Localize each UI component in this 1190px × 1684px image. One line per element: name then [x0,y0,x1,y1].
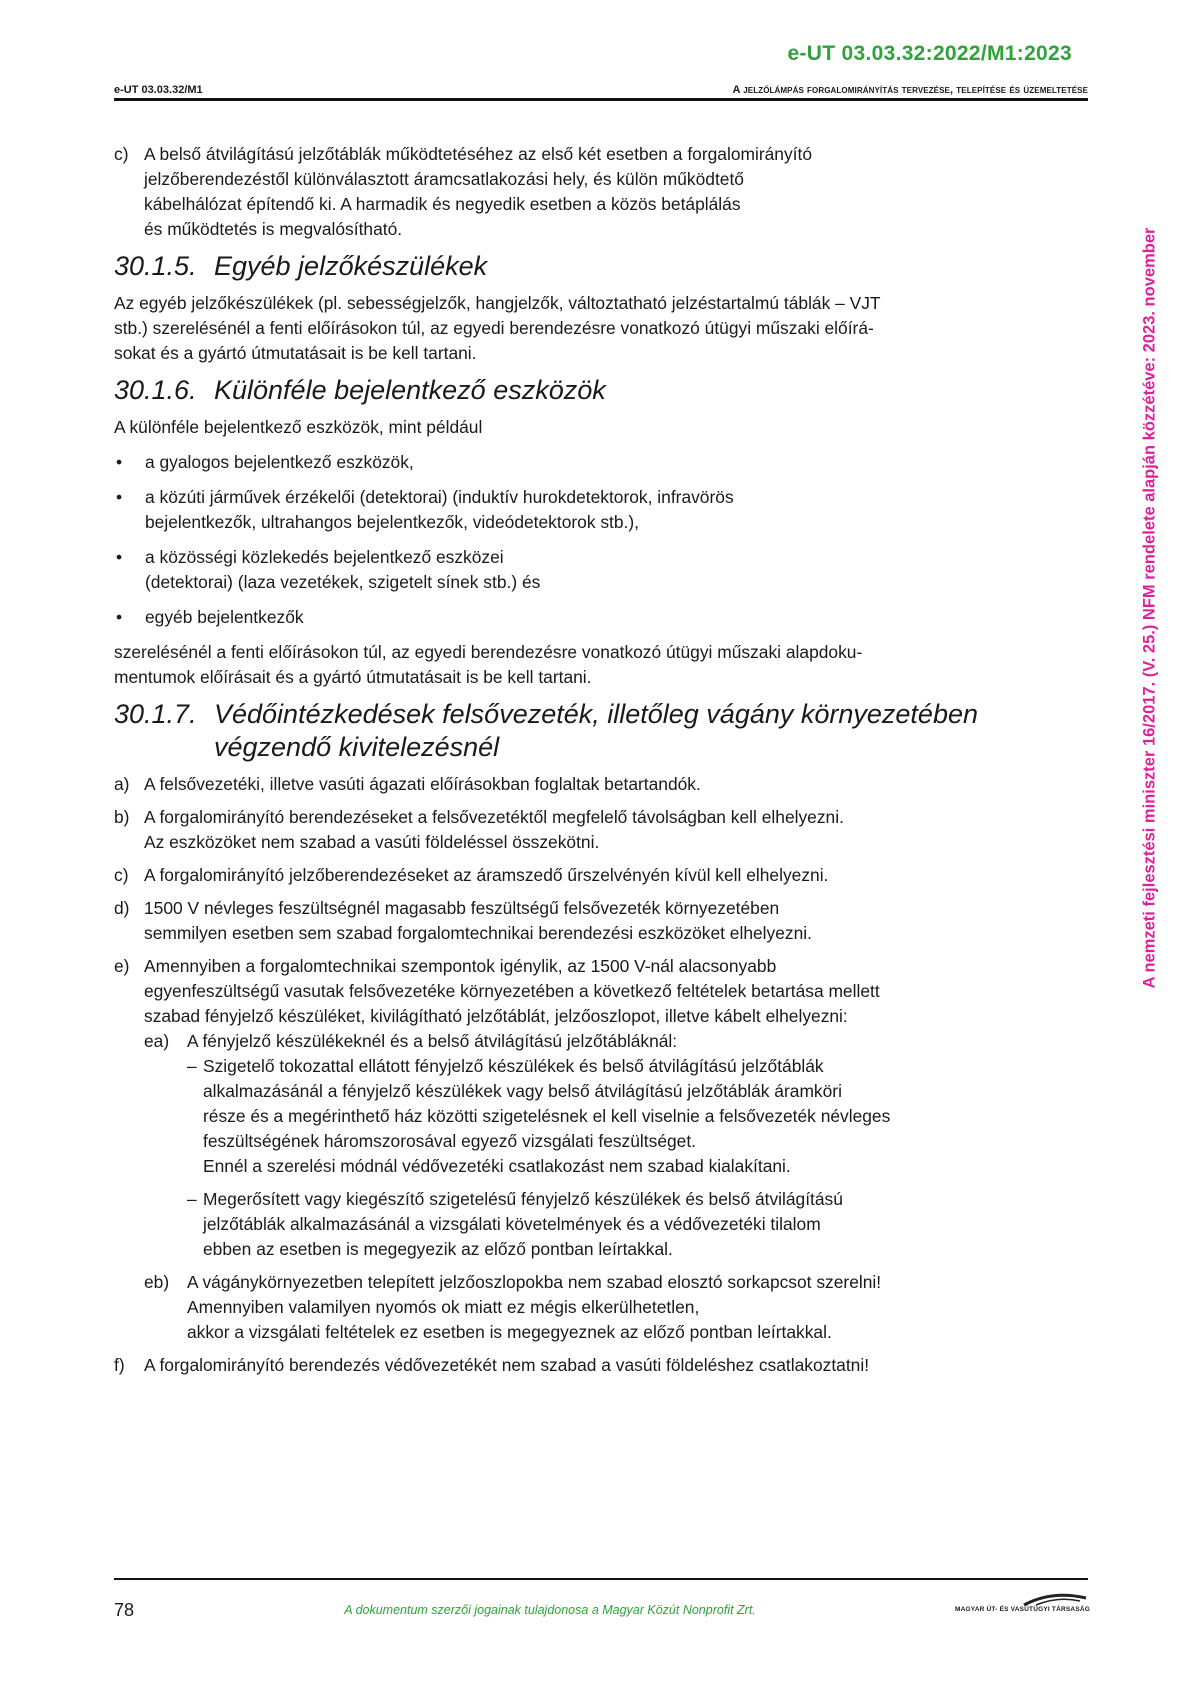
text-line: A vágánykörnyezetben telepített jelzőoszlopokba nem szabad elosztó sorkapcsot szerelni! [187,1272,882,1292]
page-content [114,142,1090,1378]
publisher-logo [940,1592,1090,1613]
section-number: 30.1.5. [114,251,197,281]
text-line: a közösségi közlekedés bejelentkező eszközei [145,547,504,567]
item-label: c) [114,144,129,164]
text-line: (detektorai) (laza vezetékek, szigetelt sínek stb.) és [145,572,541,592]
running-header-right: A jelzőlámpás forgalomirányítás tervezése, telepítése és üzemeltetése [732,84,1088,96]
bullet-icon: • [116,607,123,627]
text-line: bejelentkezők, ultrahangos bejelentkezők, videódetektorok stb.), [145,512,640,532]
text-line: része és a megérinthető ház közötti szigetelésnek el kell viselnie a felsővezeték névleges [203,1106,891,1126]
copyright-notice: A dokumentum szerzői jogainak tulajdonosa a Magyar Közút Nonprofit Zrt. [344,1603,756,1617]
text-line: A felsővezetéki, illetve vasúti ágazati előírásokban foglaltak betartandók. [144,774,701,794]
text-line: alkalmazásánál a fényjelző készülékek vagy belső átvilágítású jelzőtáblák áramköri [203,1081,842,1101]
running-header-left: e-UT 03.03.32/M1 [114,84,203,96]
text-line: sokat és a gyártó útmutatásait is be kell tartani. [114,343,477,363]
section-title [214,698,1090,764]
text-line: stb.) szerelésénél a fenti előírásokon túl, az egyedi berendezésre vonatkozó útügyi műszaki előírá- [114,318,874,338]
item-label: f) [114,1355,125,1375]
text-line: szerelésénél a fenti előírásokon túl, az egyedi berendezésre vonatkozó útügyi műszaki alapdoku- [114,642,863,662]
text-line: mentumok előírásait és a gyártó útmutatásait is be kell tartani. [114,667,592,687]
section-number: 30.1.6. [114,375,197,405]
section-heading-30-1-6 [114,374,1090,407]
paragraph [114,640,1090,690]
item-label: ea) [144,1031,170,1051]
dash-label: – [187,1056,197,1076]
running-header [114,84,1088,101]
publication-side-note: A nemzeti fejlesztési miniszter 16/2017. (V. 25.) NFM rendelete alapján közzétéve: 2023. november [1140,227,1159,989]
text-line: Megerősített vagy kiegészítő szigetelésű fényjelző készülékek és belső átvilágítású [203,1189,843,1209]
text-line: a gyalogos bejelentkező eszközök, [145,452,414,472]
text-line: akkor a vizsgálati feltételek ez esetben is megegyeznek az előző pontban leírtakkal. [187,1322,832,1342]
item-label: a) [114,774,130,794]
bullet-icon: • [116,487,123,507]
text-line: Amennyiben valamilyen nyomós ok miatt ez mégis elkerülhetetlen, [187,1297,700,1317]
list-item-ea [114,1029,1090,1054]
section-title: Egyéb jelzőkészülékek [214,251,488,281]
paragraph [114,291,1090,366]
dash-label: – [187,1189,197,1209]
text-line: egyéb bejelentkezők [145,607,304,627]
list-item-c [114,863,1090,888]
text-line: semmilyen esetben sem szabad forgalomtechnikai berendezési eszközöket elhelyezni. [144,923,812,943]
section-heading-30-1-5 [114,250,1090,283]
list-item-eb [114,1270,1090,1345]
text-line: Az egyéb jelzőkészülékek (pl. sebességjelzők, hangjelzők, változtatható jelzéstartalmú táblák – VJT [114,293,881,313]
bullet-icon: • [116,547,123,567]
item-label: eb) [144,1272,170,1292]
text-line: A forgalomirányító berendezéseket a felsővezetéktől megfelelő távolságban kell elhelyezni. [144,807,844,827]
text-line: A belső átvilágítású jelzőtáblák működtetéséhez az első két esetben a forgalomirányító [144,144,813,164]
text-line: jelzőtáblák alkalmazásánál a vizsgálati követelmények és a védővezetéki tilalom [203,1214,821,1234]
text-line: 1500 V névleges feszültségnél magasabb feszültségű felsővezeték környezetében [144,898,780,918]
bullet-icon: • [116,452,123,472]
section-title: Különféle bejelentkező eszközök [214,375,606,405]
publisher-name: MAGYAR ÚT- ÉS VASÚTÜGYI TÁRSASÁG [955,1606,1090,1613]
bullet-item [114,485,1090,535]
text-line: a közúti járművek érzékelői (detektorai) (induktív hurokdetektorok, infravörös [145,487,734,507]
item-label: d) [114,898,130,918]
item-label: c) [114,865,129,885]
text-line: jelzőberendezéstől különválasztott áramcsatlakozási hely, és külön működtető [144,169,744,189]
text-line: és működtetés is megvalósítható. [144,219,403,239]
item-text [144,142,1090,242]
road-arc-icon [1020,1592,1090,1606]
list-item-b [114,805,1090,855]
text-line: kábelhálózat építendő ki. A harmadik és negyedik esetben a közös betáplálás [144,194,741,214]
title-line: végzendő kivitelezésnél [214,732,500,762]
bullet-item [114,545,1090,595]
list-item-c [114,142,1090,242]
footer-divider [114,1578,1088,1580]
text-line: Amennyiben a forgalomtechnikai szempontok igénylik, az 1500 V-nál alacsonyabb [144,956,777,976]
text-line: Az eszközöket nem szabad a vasúti földeléssel összekötni. [144,832,600,852]
document-id: e-UT 03.03.32:2022/M1:2023 [787,42,1072,65]
text-line: szabad fényjelző készüléket, kivilágítható jelzőtáblát, jelzőoszlopot, illetve kábelt elhelyezni: [144,1006,848,1026]
bullet-item [114,605,1090,630]
dash-item [114,1187,1090,1262]
text-line: A fényjelző készülékeknél és a belső átvilágítású jelzőtábláknál: [187,1031,678,1051]
title-line: Védőintézkedések felsővezeték, illetőleg vágány környezetében [214,699,978,729]
text-line: egyenfeszültségű vasutak felsővezetéke környezetében a következő feltételek betartása mellett [144,981,880,1001]
text-line: A forgalomirányító berendezés védővezetékét nem szabad a vasúti földeléshez csatlakoztatni! [144,1355,870,1375]
paragraph-lead: A különféle bejelentkező eszközök, mint például [114,417,483,437]
bullet-item [114,450,1090,475]
item-label: b) [114,807,130,827]
section-number: 30.1.7. [114,699,197,729]
text-line: Ennél a szerelési módnál védővezetéki csatlakozást nem szabad kialakítani. [203,1156,791,1176]
list-item-e [114,954,1090,1029]
list-item-d [114,896,1090,946]
text-line: A forgalomirányító jelzőberendezéseket az áramszedő űrszelvényén kívül kell elhelyezni. [144,865,829,885]
text-line: Szigetelő tokozattal ellátott fényjelző készülékek és belső átvilágítású jelzőtáblák [203,1056,824,1076]
list-item-f [114,1353,1090,1378]
item-label: e) [114,956,130,976]
text-line: feszültségének háromszorosával egyező vizsgálati feszültséget. [203,1131,696,1151]
dash-item [114,1054,1090,1179]
section-heading-30-1-7 [114,698,1090,764]
page-number: 78 [114,1600,135,1620]
text-line: ebben az esetben is megegyezik az előző pontban leírtakkal. [203,1239,673,1259]
list-item-a [114,772,1090,797]
